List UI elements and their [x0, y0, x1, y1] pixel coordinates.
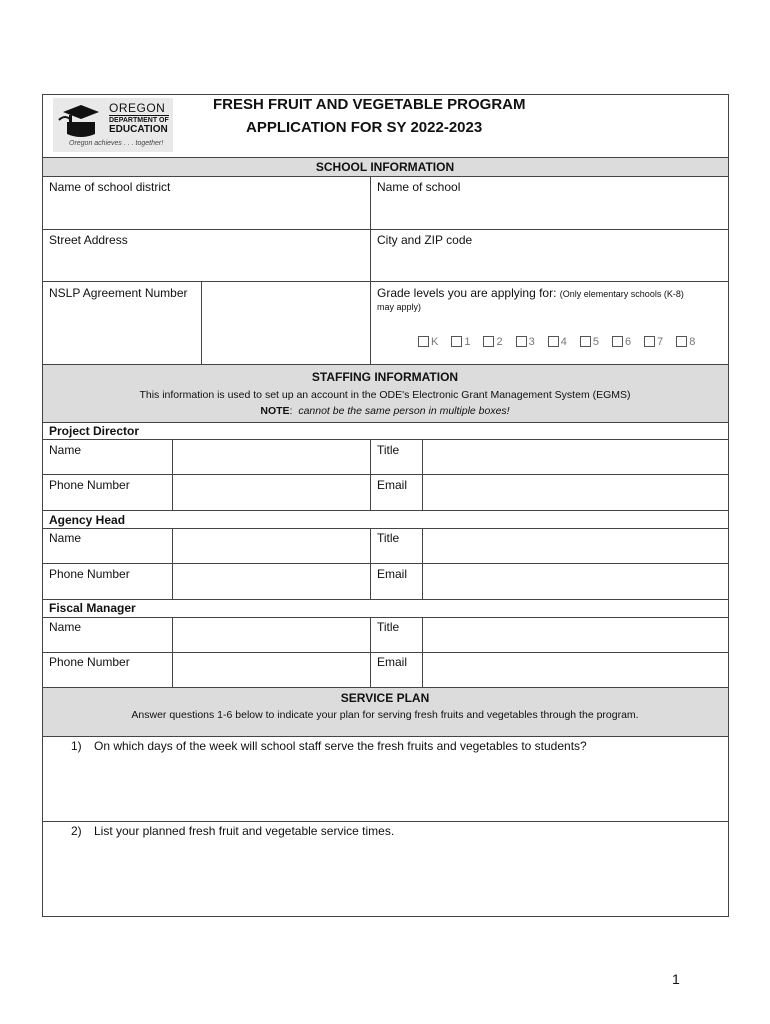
fm-email-label: Email — [377, 655, 408, 669]
grade-8[interactable]: 8 — [676, 334, 708, 348]
ah-email-label: Email — [377, 567, 408, 581]
grade-6[interactable]: 6 — [612, 334, 644, 348]
form-title-line1: FRESH FRUIT AND VEGETABLE PROGRAM — [213, 96, 526, 113]
grade-4[interactable]: 4 — [548, 334, 580, 348]
page-number: 1 — [672, 971, 680, 987]
fm-name-field[interactable] — [173, 618, 369, 652]
grade-2[interactable]: 2 — [483, 334, 515, 348]
school-field[interactable] — [371, 196, 727, 228]
fm-title-field[interactable] — [423, 618, 727, 652]
street-label: Street Address — [49, 233, 128, 247]
role-agency-head: Agency Head — [49, 513, 126, 527]
service-plan-heading: SERVICE PLAN — [340, 691, 430, 705]
fm-email-field[interactable] — [423, 653, 727, 687]
grade-7[interactable]: 7 — [644, 334, 676, 348]
grade-5[interactable]: 5 — [580, 334, 612, 348]
school-label: Name of school — [377, 180, 461, 194]
q1-number: 1) — [71, 739, 82, 753]
logo-tagline: Oregon achieves . . . together! — [69, 140, 164, 147]
fm-phone-field[interactable] — [173, 653, 369, 687]
staffing-heading: STAFFING INFORMATION — [311, 370, 459, 384]
grade-note-1: (Only elementary schools (K-8) — [559, 289, 684, 299]
checkbox-icon — [580, 336, 591, 347]
q1-answer-field[interactable] — [43, 756, 727, 820]
checkbox-icon — [612, 336, 623, 347]
q2-number: 2) — [71, 824, 82, 838]
service-plan-desc: Answer questions 1-6 below to indicate your plan for serving fresh fruits and vegetables through the program. — [131, 709, 639, 721]
role-project-director: Project Director — [49, 424, 140, 438]
grade-levels-text: Grade levels you are applying for: — [377, 286, 557, 300]
school-info-heading: SCHOOL INFORMATION — [315, 160, 455, 174]
ah-title-field[interactable] — [423, 529, 727, 563]
grade-note-2: may apply) — [377, 302, 422, 312]
city-field[interactable] — [371, 249, 727, 280]
grade-levels-label — [377, 286, 684, 300]
ah-name-label: Name — [49, 531, 82, 545]
checkbox-icon — [516, 336, 527, 347]
logo-line2: DEPARTMENT OF — [109, 117, 169, 124]
q2-text: List your planned fresh fruit and vegetable service times. — [94, 824, 395, 838]
ah-title-label: Title — [377, 531, 400, 545]
checkbox-icon — [644, 336, 655, 347]
ah-name-field[interactable] — [173, 529, 369, 563]
pd-email-field[interactable] — [423, 475, 727, 510]
pd-title-label: Title — [377, 443, 400, 457]
checkbox-icon — [676, 336, 687, 347]
district-label: Name of school district — [49, 180, 171, 194]
logo-line1: OREGON — [109, 101, 169, 116]
note-label: NOTE — [260, 405, 290, 417]
form-title-line2: APPLICATION FOR SY 2022-2023 — [246, 119, 483, 136]
pd-email-label: Email — [377, 478, 408, 492]
ah-phone-label: Phone Number — [49, 567, 130, 581]
staffing-note: NOTE: cannot be the same person in multiple boxes! — [260, 405, 510, 417]
pd-phone-field[interactable] — [173, 475, 369, 510]
grade-3[interactable]: 3 — [516, 334, 548, 348]
grade-checkboxes — [418, 334, 708, 348]
fm-name-label: Name — [49, 620, 82, 634]
nslp-field[interactable] — [202, 282, 369, 363]
city-label: City and ZIP code — [377, 233, 473, 247]
q1-text: On which days of the week will school staff serve the fresh fruits and vegetables to students? — [94, 739, 587, 753]
ah-phone-field[interactable] — [173, 564, 369, 599]
checkbox-icon — [483, 336, 494, 347]
pd-phone-label: Phone Number — [49, 478, 130, 492]
ode-logo — [53, 98, 173, 152]
pd-title-field[interactable] — [423, 440, 727, 474]
ah-email-field[interactable] — [423, 564, 727, 599]
checkbox-icon — [418, 336, 429, 347]
nslp-label: NSLP Agreement Number — [49, 286, 188, 300]
logo-line3: EDUCATION — [109, 124, 168, 135]
district-field[interactable] — [43, 196, 369, 228]
grade-1[interactable]: 1 — [451, 334, 483, 348]
fm-phone-label: Phone Number — [49, 655, 130, 669]
pd-name-field[interactable] — [173, 440, 369, 474]
q2-answer-field[interactable] — [43, 842, 727, 916]
grade-k[interactable]: K — [418, 334, 451, 348]
staffing-desc: This information is used to set up an account in the ODE's Electronic Grant Management System (EGMS) — [139, 389, 631, 401]
role-fiscal-manager: Fiscal Manager — [49, 601, 136, 615]
pd-name-label: Name — [49, 443, 82, 457]
fm-title-label: Title — [377, 620, 400, 634]
checkbox-icon — [451, 336, 462, 347]
note-text: cannot be the same person in multiple boxes! — [298, 405, 510, 417]
checkbox-icon — [548, 336, 559, 347]
street-field[interactable] — [43, 249, 369, 280]
